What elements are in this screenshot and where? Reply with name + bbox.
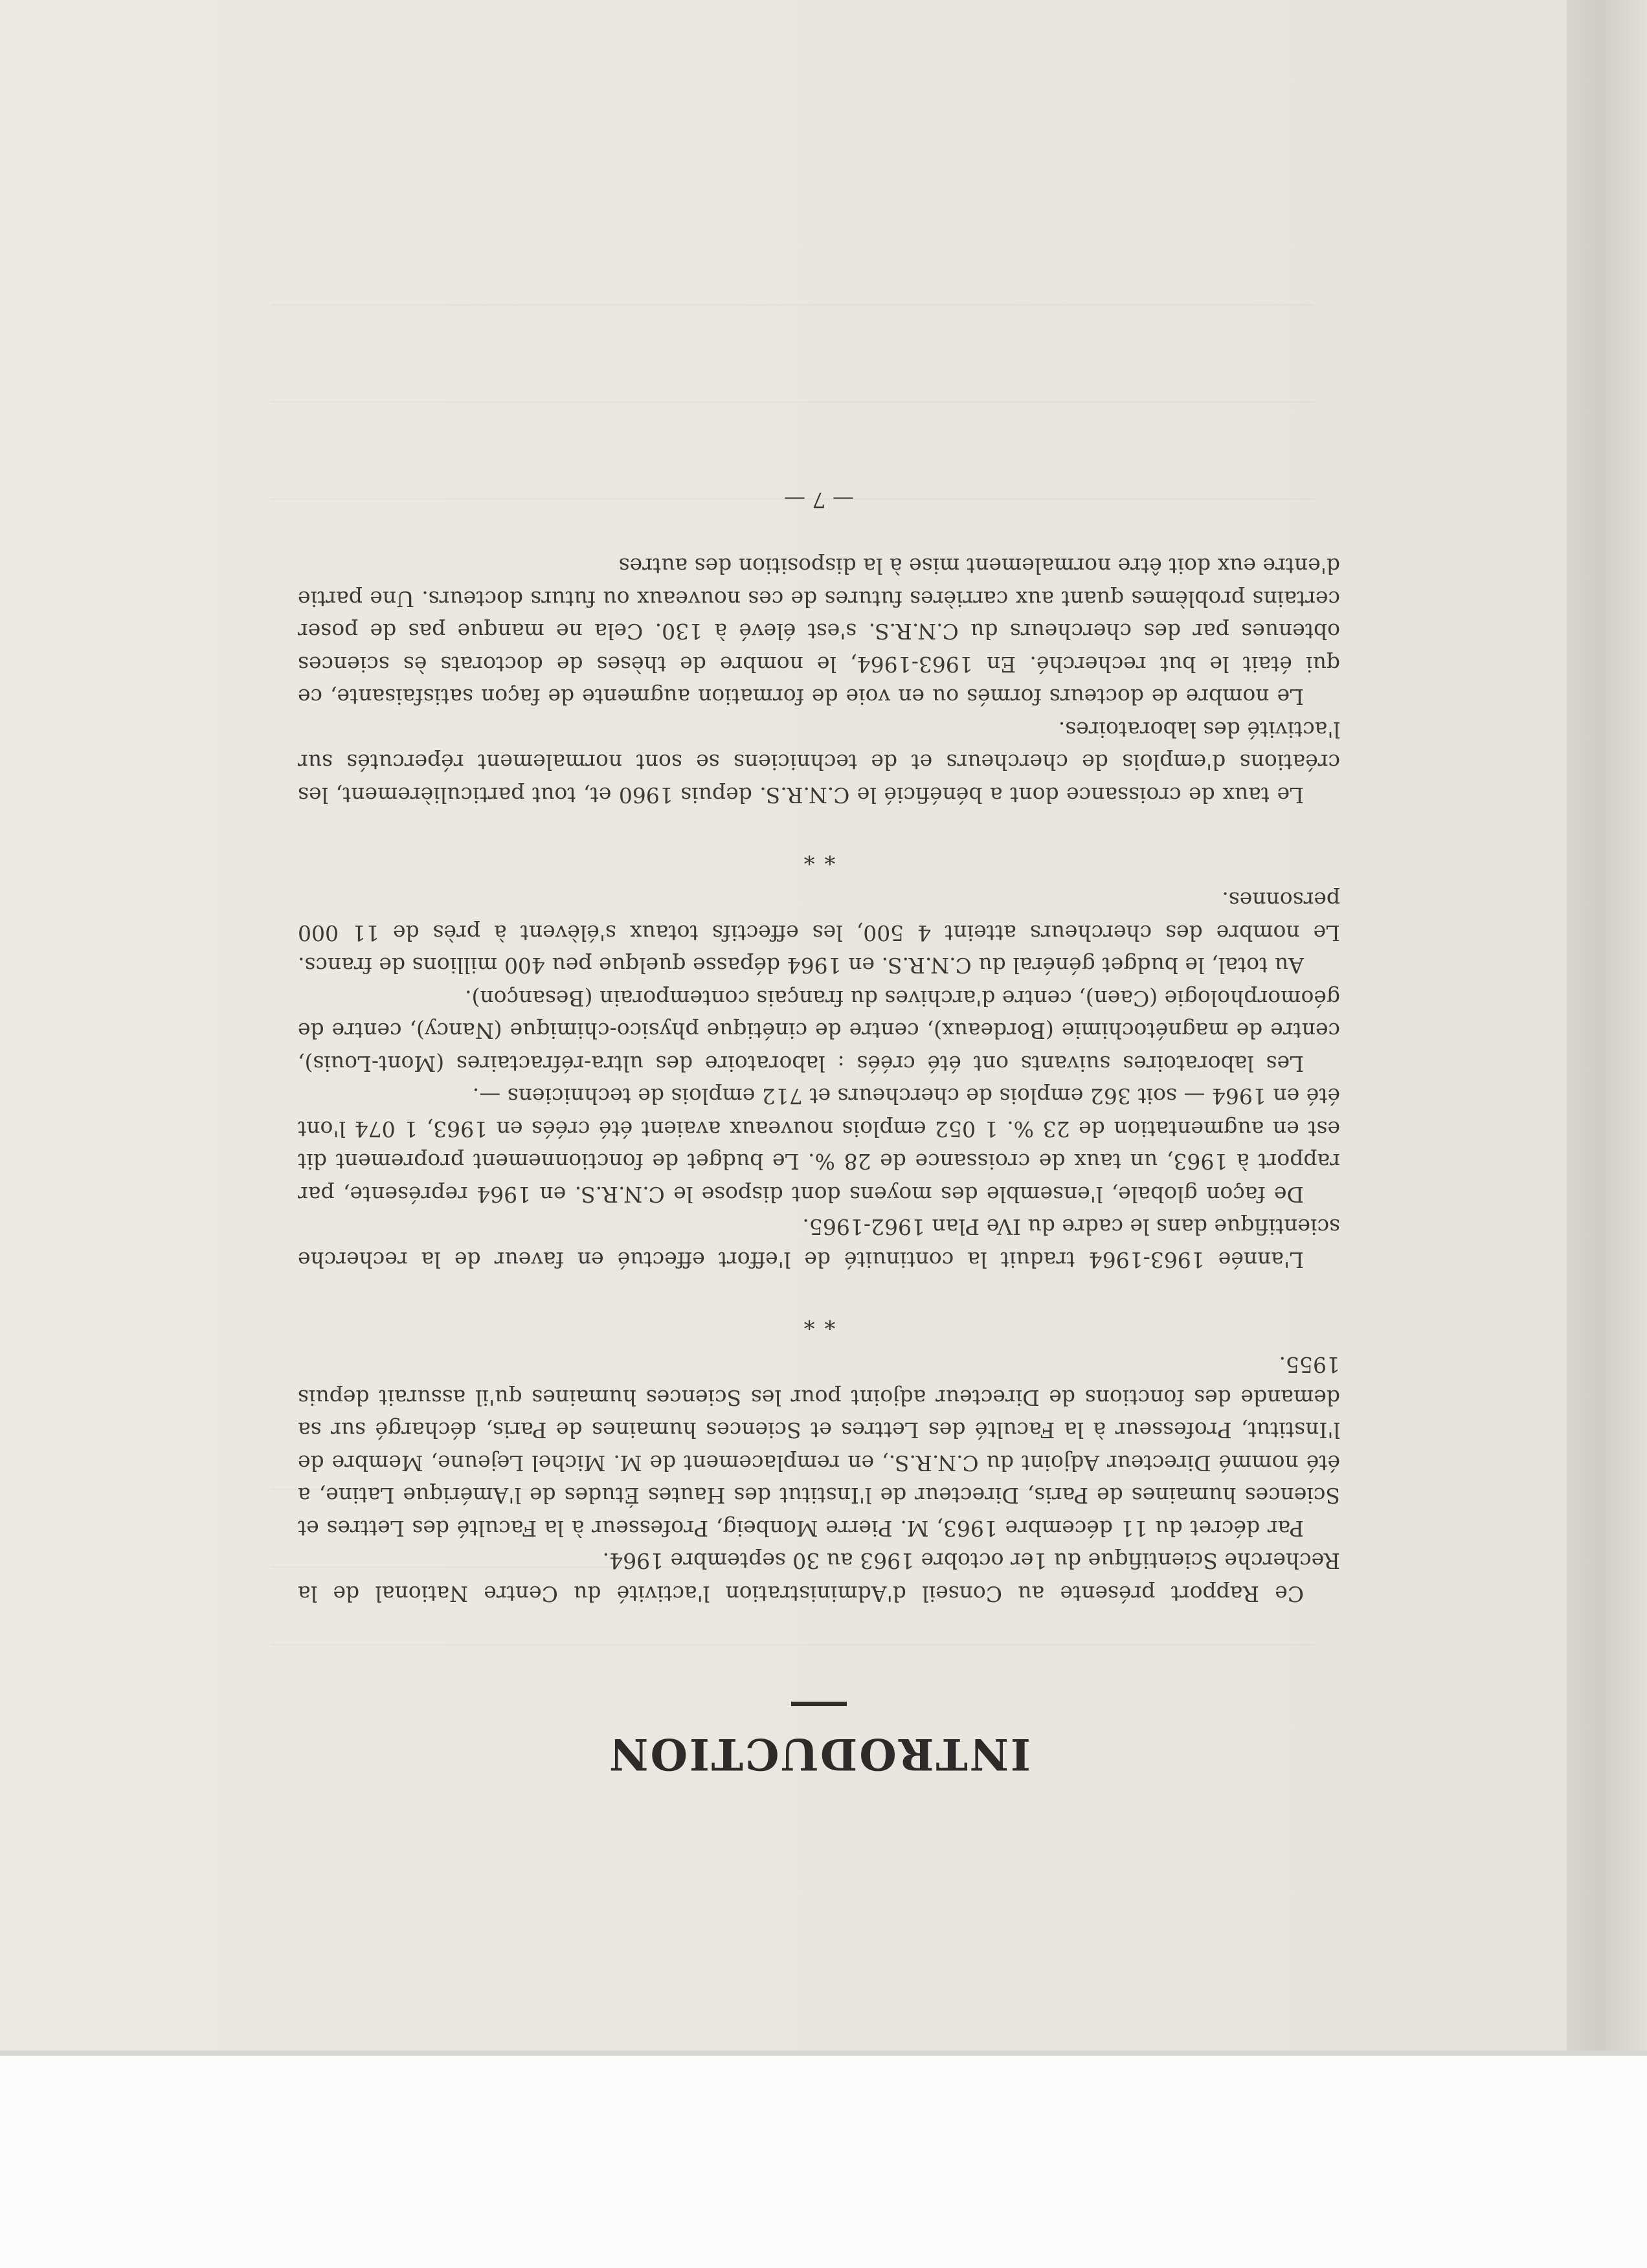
paragraph-growth: De façon globale, l'ensemble des moyens dont dispose le C.N.R.S. en 1964 représente, par rapport à 1963, un taux de croissance de 28 %. Le budget de fonctionnement proprement dit est en augmentation de 23 %. 1 052 emplois nouveaux avaient été créés en 1963, 1 074 l'ont été en 1964 — soit 362 emplois de chercheurs et 712 emplois de techniciens —. [298,1084,1340,1207]
paragraph-year: L'année 1963-1964 traduit la continuité de l'effort effectué en faveur de la recherche scientifique dans le cadre du IVe Plan 1962-1965. [298,1214,1340,1273]
separator-asterisks: * * [802,843,836,869]
page-title: INTRODUCTION [607,1729,1031,1779]
separator-asterisks: * * [802,1308,836,1334]
title-underline [791,1702,847,1706]
section-separator [298,1276,1340,1348]
paragraph-budget: Au total, le budget général du C.N.R.S. en 1964 dépasse quelque peu 400 millions de francs. Le nombre des chercheurs atteint 4 500, les effectifs totaux s'élèvent à près de 11 000 personnes. [298,887,1340,979]
paragraph-decree: Par décret du 11 décembre 1963, M. Pierre Monbeig, Professeur à la Faculté des Lettres et Sciences humaines de Paris, Directeur de l'Institut des Hautes Études de l'Amérique Latine, a été nommé Directeur Adjoint du C.N.R.S., en remplacement de M. Michel Lejeune, Membre de l'Institut, Professeur à la Faculté des Lettres et Sciences humaines de Paris, déchargé sur sa demande des fonctions de Directeur adjoint pour les Sciences humaines qu'il assurait depuis 1955. [298,1352,1340,1541]
paragraph-laboratories: Les laboratoires suivants ont été créés : laboratoire des ultra-réfractaires (Mont-Louis), centre de magnétochimie (Bordeaux), centre de cinétique physico-chimique (Nancy), centre de géomorphologie (Caen), centre d'archives du français contemporain (Besançon). [298,986,1340,1076]
section-separator [298,811,1340,884]
paragraph-rate: Le taux de croissance dont a bénéficié le C.N.R.S. depuis 1960 et, tout particulièrement, les créations d'emplois de chercheurs et de techniciens se sont normalement répercutés sur l'activité des laboratoires. [298,717,1340,808]
paragraph-intro: Ce Rapport présente au Conseil d'Administration l'activité du Centre National de la Recherche Scientifique du 1er octobre 1963 au 30 septembre 1964. [298,1548,1340,1606]
paragraph-doctors: Le nombre de docteurs formés ou en voie de formation augmente de façon satisfaisante, ce qui était le but recherché. En 1963-1964, le nombre de thèses de doctorats ès sciences obtenues par des chercheurs du C.N.R.S. s'est élevé à 130. Cela ne manque pas de poser certains problèmes quant aux carrières futures de ces nouveaux ou futurs docteurs. Une partie d'entre eux doit être normalement mise à la disposition des autres [298,553,1340,710]
page-number: — 7 — [784,487,854,513]
text-column [298,484,1340,1781]
